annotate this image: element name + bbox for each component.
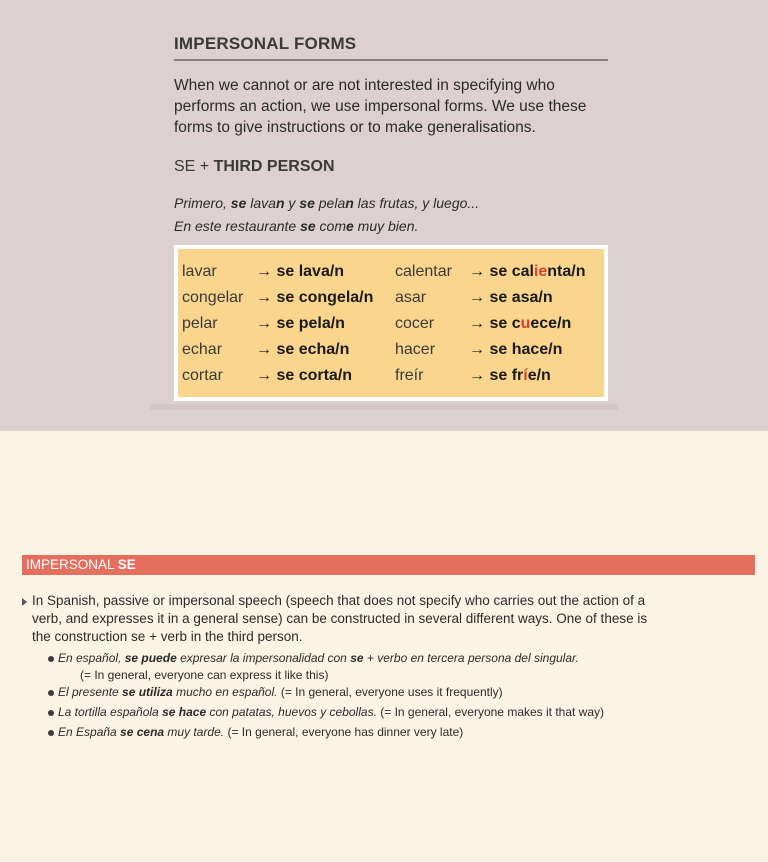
arrow-icon: → (256, 367, 272, 384)
bullet-text: En España (58, 725, 121, 739)
verb-table (178, 249, 604, 397)
section-banner (22, 555, 755, 575)
verb-form-text: e/n (527, 367, 551, 384)
bullet-note: (= In general, everyone uses it frequently) (277, 685, 503, 699)
section-title: IMPERSONAL FORMS (174, 34, 357, 53)
verb-infinitive: cocer (395, 315, 435, 332)
verb-form (469, 341, 562, 359)
bullet-item (58, 705, 604, 720)
verb-infinitive: freír (395, 367, 424, 384)
bullet-dot-icon (48, 710, 54, 716)
subsection-title (174, 158, 335, 176)
bullet-bold: se utiliza (122, 685, 173, 699)
verb-form-text: ece/n (530, 315, 572, 332)
bullet-text: muy tarde. (164, 725, 225, 739)
verb-form (469, 289, 553, 307)
bullet-dot-icon (48, 690, 54, 696)
verb-infinitive: pelar (182, 315, 218, 332)
bullet-continuation: (= In general, everyone can express it like this) (80, 668, 329, 682)
ex1-bold: se (299, 195, 315, 211)
bullet-text: + verbo en tercera persona del singular. (363, 651, 579, 665)
verb-table-box (174, 245, 608, 401)
arrow-icon: → (256, 289, 272, 306)
bullet-item (58, 725, 463, 740)
verb-infinitive: asar (395, 289, 427, 306)
arrow-icon: → (256, 341, 272, 358)
bullet-item (58, 685, 503, 700)
verb-form-text: se hace/n (489, 341, 563, 358)
bullet-item (58, 651, 579, 666)
bullet-text: La tortilla española (58, 705, 163, 719)
ex1-text: las frutas, y luego... (353, 195, 480, 211)
verb-form-text: se corta/n (276, 367, 353, 384)
verb-row (178, 263, 604, 289)
bullet-bold: se hace (162, 705, 207, 719)
bullet-note: (= In general, everyone has dinner very late) (224, 725, 464, 739)
ex2-text: muy bien. (353, 218, 419, 234)
arrow-icon: → (256, 263, 272, 280)
ex2-bold: se (300, 218, 316, 234)
verb-infinitive: calentar (395, 263, 452, 280)
verb-form (256, 341, 349, 359)
bullet-text: mucho en español. (172, 685, 278, 699)
verb-form (256, 367, 352, 385)
verb-infinitive: lavar (182, 263, 217, 280)
arrow-icon: → (469, 263, 485, 280)
ex2-bold: e (346, 218, 354, 234)
verb-row (178, 315, 604, 341)
example-sentence-2 (174, 218, 418, 234)
ex1-bold: se (230, 195, 247, 211)
subsection-title-prefix: SE + (174, 158, 210, 175)
triangle-bullet-icon (22, 598, 27, 606)
verb-infinitive: echar (182, 341, 223, 358)
bullet-text: El presente (58, 685, 123, 699)
verb-form-text: se fr (489, 367, 524, 384)
verb-form (256, 263, 344, 281)
stem-change-highlight: í (523, 367, 528, 384)
explanation-paragraph: In Spanish, passive or impersonal speech (speech that does not specify who carries out the action of a verb, and expresses it in a general sense) can be constructed in several different ways. One of these is the construction se + verb in the third person. (32, 593, 648, 644)
title-underline (174, 59, 608, 61)
ex1-bold: n (275, 195, 285, 211)
verb-row (178, 367, 604, 393)
arrow-icon: → (469, 289, 485, 306)
ex1-text: pela (314, 195, 346, 211)
verb-form (469, 263, 586, 281)
verb-form-text: se lava/n (276, 263, 345, 280)
bullet-bold: se (350, 651, 364, 665)
bullet-text: En español, (58, 651, 125, 665)
verb-form-text: nta/n (547, 263, 586, 280)
banner-title-prefix: IMPERSONAL (26, 557, 118, 572)
verb-form-text: se cal (489, 263, 534, 280)
bullet-text: expresar la impersonalidad con (176, 651, 351, 665)
verb-form (469, 367, 551, 385)
arrow-icon: → (469, 367, 485, 384)
verb-row (178, 341, 604, 367)
bullet-text: con patatas, huevos y cebollas. (206, 705, 377, 719)
bullet-bold: se cena (120, 725, 165, 739)
bottom-page-section (0, 431, 768, 862)
ex1-bold: n (345, 195, 354, 211)
verb-form-text: se congela/n (276, 289, 374, 306)
ex2-text: com (315, 218, 346, 234)
verb-form (256, 315, 345, 333)
verb-form-text: se c (489, 315, 521, 332)
verb-row (178, 289, 604, 315)
bullet-dot-icon (48, 656, 54, 662)
arrow-icon: → (469, 315, 485, 332)
arrow-icon: → (469, 341, 485, 358)
stem-change-highlight: ie (533, 263, 548, 280)
banner-title-bold: SE (117, 557, 136, 572)
verb-form-text: se echa/n (276, 341, 350, 358)
verb-form (256, 289, 373, 307)
subsection-title-bold: THIRD PERSON (213, 158, 335, 175)
verb-form-text: se asa/n (489, 289, 553, 306)
bullet-bold: se puede (124, 651, 177, 665)
verb-form-text: se pela/n (276, 315, 345, 332)
verb-form (469, 315, 571, 333)
verb-infinitive: cortar (182, 367, 223, 384)
ex1-text: lava (246, 195, 276, 211)
banner-title (26, 557, 136, 572)
verb-infinitive: hacer (395, 341, 436, 358)
stem-change-highlight: u (520, 315, 531, 332)
bullet-note: (= In general, everyone makes it that way) (376, 705, 605, 719)
ex1-text: Primero, (174, 195, 231, 211)
intro-paragraph: When we cannot or are not interested in specifying who performs an action, we use impersonal forms. We use these forms to give instructions or to make generalisations. (174, 77, 587, 136)
ex1-text: y (284, 195, 300, 211)
example-sentence-1 (174, 195, 479, 211)
bullet-dot-icon (48, 730, 54, 736)
verb-infinitive: congelar (182, 289, 244, 306)
ex2-text: En este restaurante (174, 218, 301, 234)
box-shadow-divider (150, 404, 618, 410)
arrow-icon: → (256, 315, 272, 332)
